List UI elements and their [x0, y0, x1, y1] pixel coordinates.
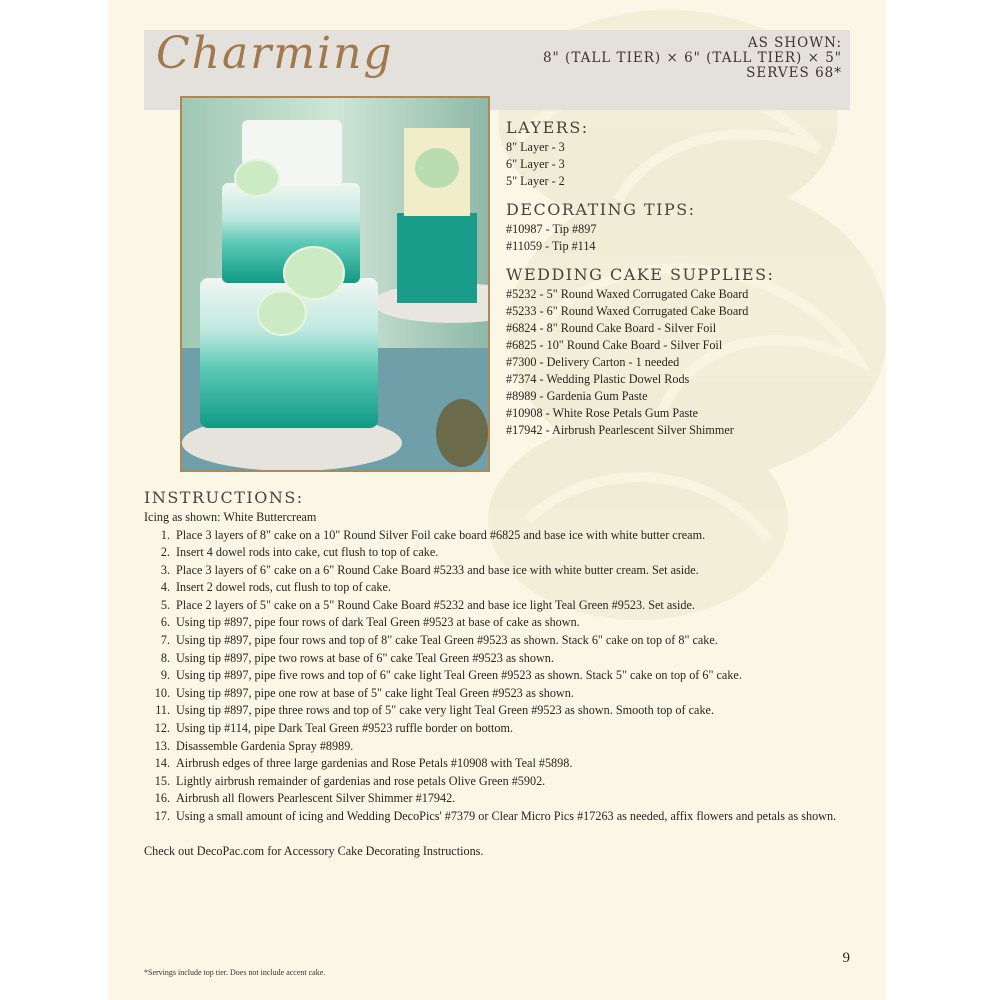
step-text: Using tip #897, pipe one row at base of 5" cake light Teal Green #9523 as shown.: [176, 685, 574, 700]
supplies-list: [506, 286, 846, 439]
step-number: 14.: [154, 756, 170, 771]
list-item: #10987 - Tip #897: [506, 222, 597, 236]
servings: SERVES 68*: [746, 65, 842, 81]
list-item: #5233 - 6" Round Waxed Corrugated Cake Board: [506, 304, 749, 318]
step-number: 5.: [160, 597, 170, 612]
tips-heading: DECORATING TIPS:: [506, 200, 696, 219]
instruction-step: [144, 720, 864, 738]
supplies-column: [506, 118, 846, 449]
step-number: 3.: [160, 562, 170, 577]
list-item: #17942 - Airbrush Pearlescent Silver Shimmer: [506, 423, 734, 437]
step-text: Using tip #897, pipe five rows and top of 6" cake light Teal Green #9523 as shown. Stack 5" cake on top of 6" cake.: [176, 668, 742, 683]
step-text: Insert 2 dowel rods, cut flush to top of cake.: [176, 580, 391, 595]
instruction-step: [144, 755, 864, 773]
step-number: 8.: [160, 650, 170, 665]
step-text: Disassemble Gardenia Spray #8989.: [176, 738, 354, 753]
step-number: 10.: [154, 685, 170, 700]
instruction-step: [144, 527, 864, 545]
list-item: #7374 - Wedding Plastic Dowel Rods: [506, 372, 690, 386]
step-text: Using tip #897, pipe four rows of dark Teal Green #9523 at base of cake as shown.: [176, 615, 580, 630]
instruction-step: [144, 632, 864, 650]
step-number: 1.: [160, 527, 170, 542]
instructions-heading: INSTRUCTIONS:: [144, 488, 304, 507]
list-item: #11059 - Tip #114: [506, 239, 596, 253]
supplies-heading: WEDDING CAKE SUPPLIES:: [506, 265, 775, 284]
list-item: #10908 - White Rose Petals Gum Paste: [506, 406, 699, 420]
instruction-step: [144, 597, 864, 615]
as-shown-label: AS SHOWN:: [747, 35, 842, 51]
list-item: #6824 - 8" Round Cake Board - Silver Foil: [506, 321, 717, 335]
recipe-page: [108, 0, 886, 1000]
layers-list: [506, 139, 846, 190]
step-number: 9.: [160, 668, 170, 683]
step-number: 15.: [154, 773, 170, 788]
cake-photo: [180, 96, 490, 472]
step-number: 7.: [160, 633, 170, 648]
step-text: Insert 4 dowel rods into cake, cut flush to top of cake.: [176, 545, 439, 560]
step-text: Place 3 layers of 8" cake on a 10" Round Silver Foil cake board #6825 and base ice with white butter cream.: [176, 527, 706, 542]
website-note: Check out DecoPac.com for Accessory Cake Decorating Instructions.: [144, 844, 484, 858]
instructions-section: [144, 488, 864, 826]
step-number: 12.: [154, 721, 170, 736]
list-item: #6825 - 10" Round Cake Board - Silver Foil: [506, 338, 723, 352]
layers-heading: LAYERS:: [506, 118, 589, 137]
step-number: 6.: [160, 615, 170, 630]
instruction-step: [144, 667, 864, 685]
step-text: Using tip #897, pipe four rows and top of 8" cake Teal Green #9523 as shown. Stack 6" cake on top of 8" cake.: [176, 633, 718, 648]
instructions-list: [144, 527, 864, 826]
instruction-step: [144, 702, 864, 720]
step-number: 13.: [154, 738, 170, 753]
step-text: Place 2 layers of 5" cake on a 5" Round Cake Board #5232 and base ice light Teal Green #9523. Set aside.: [176, 597, 695, 612]
list-item: #8989 - Gardenia Gum Paste: [506, 389, 648, 403]
step-text: Airbrush edges of three large gardenias and Rose Petals #10908 with Teal #5898.: [176, 756, 573, 771]
instruction-step: [144, 579, 864, 597]
list-item: 6" Layer - 3: [506, 157, 565, 171]
step-text: Place 3 layers of 6" cake on a 6" Round Cake Board #5233 and base ice with white butter cream. Set aside.: [176, 562, 699, 577]
instruction-step: [144, 738, 864, 756]
instruction-step: [144, 808, 864, 826]
page-title: Charming: [156, 28, 394, 79]
instruction-step: [144, 685, 864, 703]
list-item: 8" Layer - 3: [506, 140, 565, 154]
instruction-step: [144, 562, 864, 580]
list-item: #7300 - Delivery Carton - 1 needed: [506, 355, 680, 369]
step-number: 16.: [154, 791, 170, 806]
list-item: 5" Layer - 2: [506, 174, 565, 188]
list-item: #5232 - 5" Round Waxed Corrugated Cake Board: [506, 287, 749, 301]
step-text: Lightly airbrush remainder of gardenias and rose petals Olive Green #5902.: [176, 773, 546, 788]
instruction-step: [144, 614, 864, 632]
servings-footnote: *Servings include top tier. Does not include accent cake.: [144, 968, 326, 977]
step-text: Using a small amount of icing and Wedding DecoPics' #7379 or Clear Micro Pics #17263 as needed, affix flowers and petals as shown.: [176, 809, 837, 823]
instruction-step: [144, 650, 864, 668]
step-text: Using tip #897, pipe three rows and top of 5" cake very light Teal Green #9523 as shown. Smooth top of cake.: [176, 703, 715, 718]
instruction-step: [144, 544, 864, 562]
instruction-step: [144, 790, 864, 808]
step-text: Airbrush all flowers Pearlescent Silver Shimmer #17942.: [176, 791, 456, 806]
step-text: Using tip #897, pipe two rows at base of 6" cake Teal Green #9523 as shown.: [176, 650, 554, 665]
icing-note: Icing as shown: White Buttercream: [144, 510, 317, 524]
instruction-step: [144, 773, 864, 791]
step-number: 11.: [155, 703, 170, 718]
step-number: 4.: [160, 580, 170, 595]
step-text: Using tip #114, pipe Dark Teal Green #9523 ruffle border on bottom.: [176, 721, 514, 736]
tips-list: [506, 221, 846, 255]
step-number: 2.: [160, 545, 170, 560]
page-number: 9: [842, 950, 850, 966]
as-shown-block: [543, 36, 842, 81]
tier-sizes: 8" (TALL TIER) × 6" (TALL TIER) × 5": [542, 50, 842, 66]
step-number: 17.: [154, 809, 170, 823]
